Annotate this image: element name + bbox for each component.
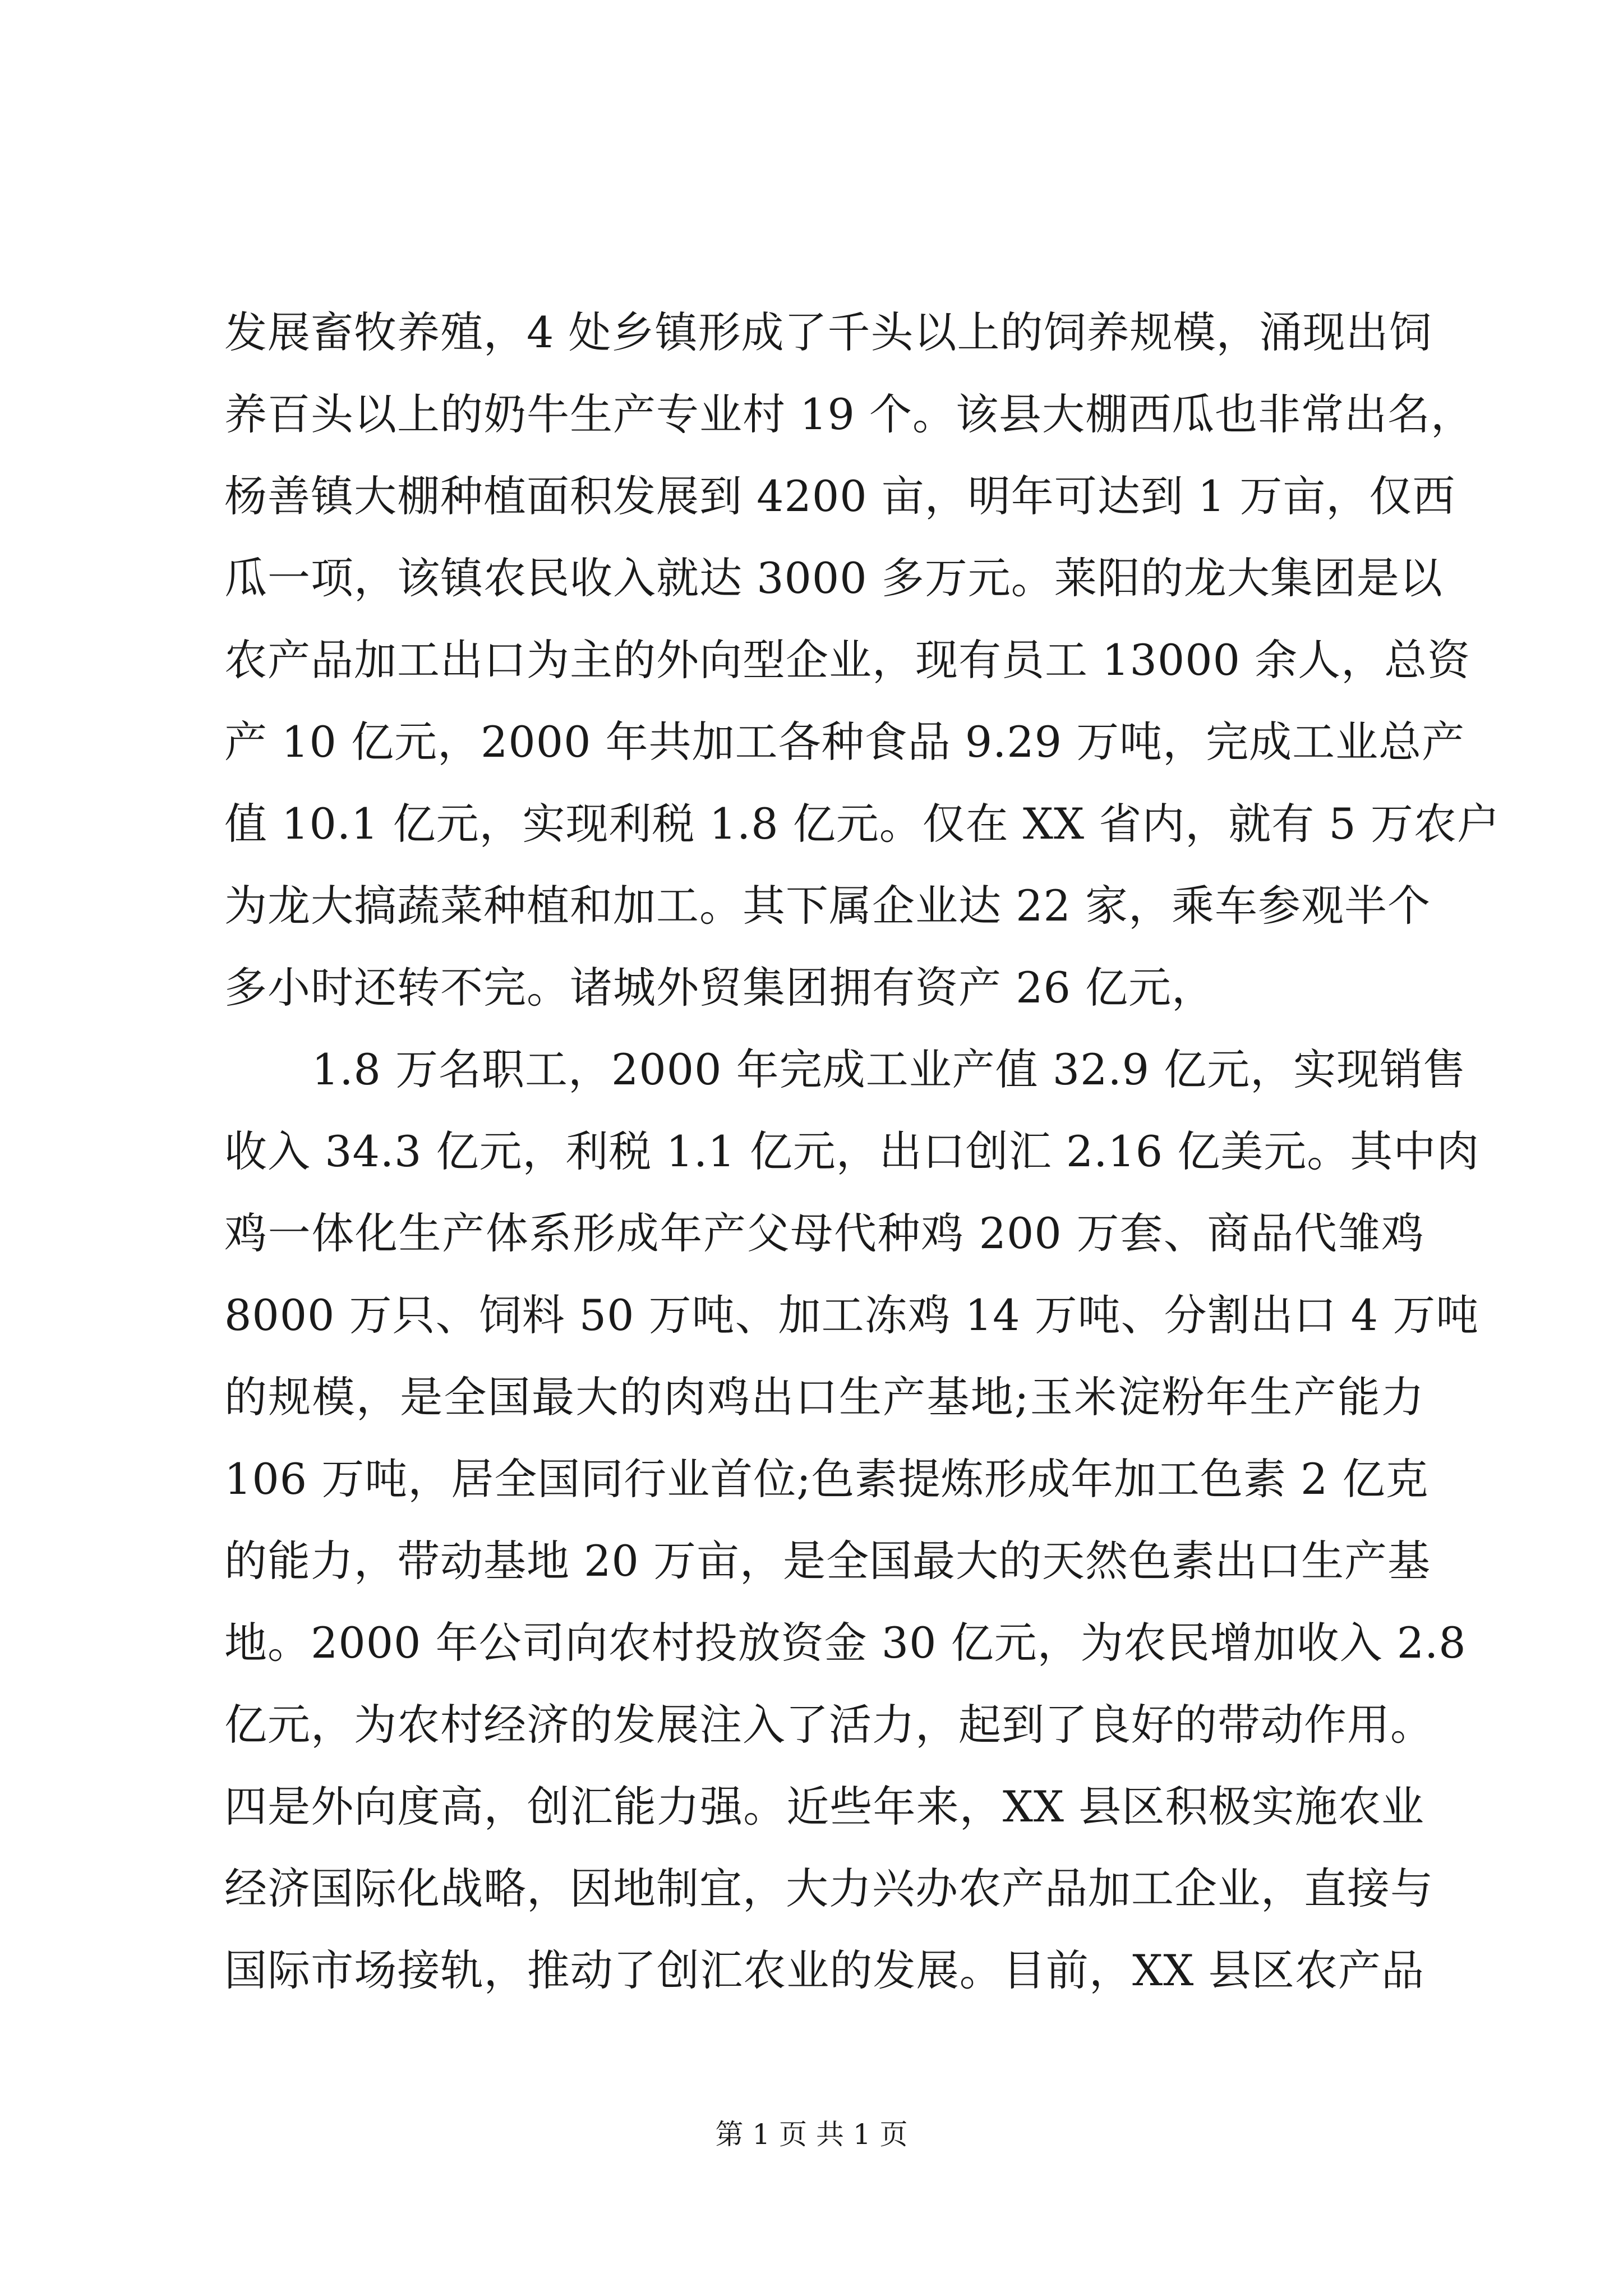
text-line: 为龙大搞蔬菜种植和加工。其下属企业达 22 家，乘车参观半个: [224, 881, 1431, 931]
text-line-paragraph-start: 1.8 万名职工，2000 年完成工业产值 32.9 亿元，实现销售: [312, 1045, 1467, 1094]
body-text: [224, 292, 1500, 2012]
text-line: 瓜一项，该镇农民收入就达 3000 多万元。莱阳的龙大集团是以: [224, 553, 1443, 603]
text-line: 杨善镇大棚种植面积发展到 4200 亩，明年可达到 1 万亩，仅西: [224, 471, 1456, 521]
text-line: 地。2000 年公司向农村投放资金 30 亿元，为农民增加收入 2.8: [224, 1618, 1467, 1668]
text-line: 值 10.1 亿元，实现利税 1.8 亿元。仅在 XX 省内，就有 5 万农户: [224, 799, 1500, 849]
text-line: 养百头以上的奶牛生产专业村 19 个。该县大棚西瓜也非常出名，: [224, 389, 1474, 439]
text-line: 发展畜牧养殖，4 处乡镇形成了千头以上的饲养规模，涌现出饲: [224, 307, 1432, 357]
text-line: 多小时还转不完。诸城外贸集团拥有资产 26 亿元，: [224, 963, 1215, 1013]
text-line: 国际市场接轨，推动了创汇农业的发展。目前，XX 县区农产品: [224, 1945, 1424, 1995]
text-line: 收入 34.3 亿元，利税 1.1 亿元，出口创汇 2.16 亿美元。其中肉: [224, 1126, 1480, 1176]
text-line: 产 10 亿元，2000 年共加工各种食品 9.29 万吨，完成工业总产: [224, 717, 1465, 767]
text-line: 106 万吨，居全国同行业首位;色素提炼形成年加工色素 2 亿克: [224, 1454, 1429, 1504]
text-line: 8000 万只、饲料 50 万吨、加工冻鸡 14 万吨、分割出口 4 万吨: [224, 1290, 1479, 1340]
text-line: 经济国际化战略，因地制宜，大力兴办农产品加工企业，直接与: [224, 1864, 1433, 1913]
text-line: 的规模，是全国最大的肉鸡出口生产基地;玉米淀粉年生产能力: [224, 1372, 1424, 1422]
text-line: 鸡一体化生产体系形成年产父母代种鸡 200 万套、商品代雏鸡: [224, 1208, 1424, 1258]
text-line: 的能力，带动基地 20 万亩，是全国最大的天然色素出口生产基: [224, 1536, 1431, 1586]
text-line: 农产品加工出口为主的外向型企业，现有员工 13000 余人，总资: [224, 635, 1471, 685]
text-line: 亿元，为农村经济的发展注入了活力，起到了良好的带动作用。: [224, 1700, 1433, 1750]
text-line: 四是外向度高，创汇能力强。近些年来，XX 县区积极实施农业: [224, 1782, 1424, 1832]
page-footer: 第 1 页 共 1 页: [715, 2118, 908, 2151]
